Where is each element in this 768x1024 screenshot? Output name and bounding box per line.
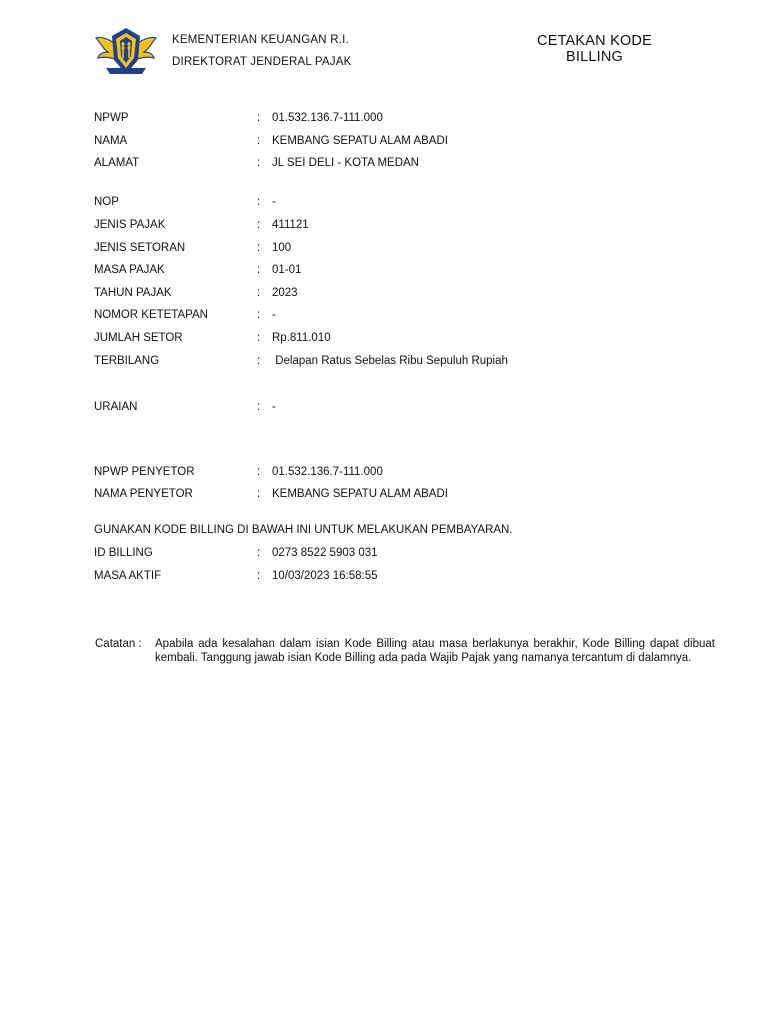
ministry-name: KEMENTERIAN KEUANGAN R.I. xyxy=(172,34,349,46)
note-text: Apabila ada kesalahan dalam isian Kode Billing atau masa berlakunya berakhir, Kode Billing dapat dibuat kembali. Tanggung jawab isian Kode Billing ada pada Wajib Pajak yang namanya tercantum di dalamnya. xyxy=(155,638,715,664)
field-separator: : xyxy=(257,547,261,559)
field-value: JL SEI DELI - KOTA MEDAN xyxy=(272,157,419,169)
field-value: Rp.811.010 xyxy=(272,332,331,344)
field-label: NOP xyxy=(94,196,119,208)
field-separator: : xyxy=(257,219,261,231)
field-value: - xyxy=(272,309,276,321)
payment-instruction: GUNAKAN KODE BILLING DI BAWAH INI UNTUK MELAKUKAN PEMBAYARAN. xyxy=(94,524,513,536)
directorate-name: DIREKTORAT JENDERAL PAJAK xyxy=(172,56,352,68)
field-separator: : xyxy=(257,401,261,413)
field-separator: : xyxy=(257,135,261,147)
field-label: JUMLAH SETOR xyxy=(94,332,183,344)
field-label: TAHUN PAJAK xyxy=(94,287,172,299)
field-value: 01.532.136.7-111.000 xyxy=(272,112,383,124)
field-label: NOMOR KETETAPAN xyxy=(94,309,208,321)
field-value: - xyxy=(272,196,276,208)
field-label: NAMA PENYETOR xyxy=(94,488,193,500)
field-separator: : xyxy=(257,570,261,582)
field-separator: : xyxy=(257,196,261,208)
field-separator: : xyxy=(257,242,261,254)
field-label: ID BILLING xyxy=(94,547,153,559)
field-separator: : xyxy=(257,332,261,344)
field-value: 0273 8522 5903 031 xyxy=(272,547,378,559)
field-separator: : xyxy=(257,309,261,321)
field-label: URAIAN xyxy=(94,401,138,413)
field-separator: : xyxy=(257,287,261,299)
field-label: JENIS SETORAN xyxy=(94,242,186,254)
field-value: 01-01 xyxy=(272,264,302,276)
document-title-line1: CETAKAN KODE xyxy=(537,33,652,49)
field-label: TERBILANG xyxy=(94,355,160,367)
field-value: 2023 xyxy=(272,287,298,299)
field-separator: : xyxy=(257,264,261,276)
field-value: KEMBANG SEPATU ALAM ABADI xyxy=(272,135,448,147)
field-label: NPWP xyxy=(94,112,129,124)
field-label: NAMA xyxy=(94,135,128,147)
field-separator: : xyxy=(257,157,261,169)
field-value: - xyxy=(272,401,276,413)
field-value: 10/03/2023 16:58:55 xyxy=(272,570,378,582)
field-value: 411121 xyxy=(272,219,309,231)
field-separator: : xyxy=(257,355,261,367)
field-value: Delapan Ratus Sebelas Ribu Sepuluh Rupiah xyxy=(272,355,508,367)
document-title xyxy=(512,33,677,65)
kemenkeu-emblem-icon xyxy=(94,22,158,80)
field-separator: : xyxy=(257,112,261,124)
document-title-line2: BILLING xyxy=(565,49,623,65)
field-separator: : xyxy=(257,488,261,500)
field-label: ALAMAT xyxy=(94,157,140,169)
field-value: KEMBANG SEPATU ALAM ABADI xyxy=(272,488,448,500)
note-label: Catatan : xyxy=(95,638,142,650)
field-separator: : xyxy=(257,466,261,478)
field-value: 100 xyxy=(272,242,292,254)
field-label: NPWP PENYETOR xyxy=(94,466,195,478)
field-label: JENIS PAJAK xyxy=(94,219,166,231)
field-value: 01.532.136.7-111.000 xyxy=(272,466,383,478)
field-label: MASA AKTIF xyxy=(94,570,162,582)
field-label: MASA PAJAK xyxy=(94,264,165,276)
